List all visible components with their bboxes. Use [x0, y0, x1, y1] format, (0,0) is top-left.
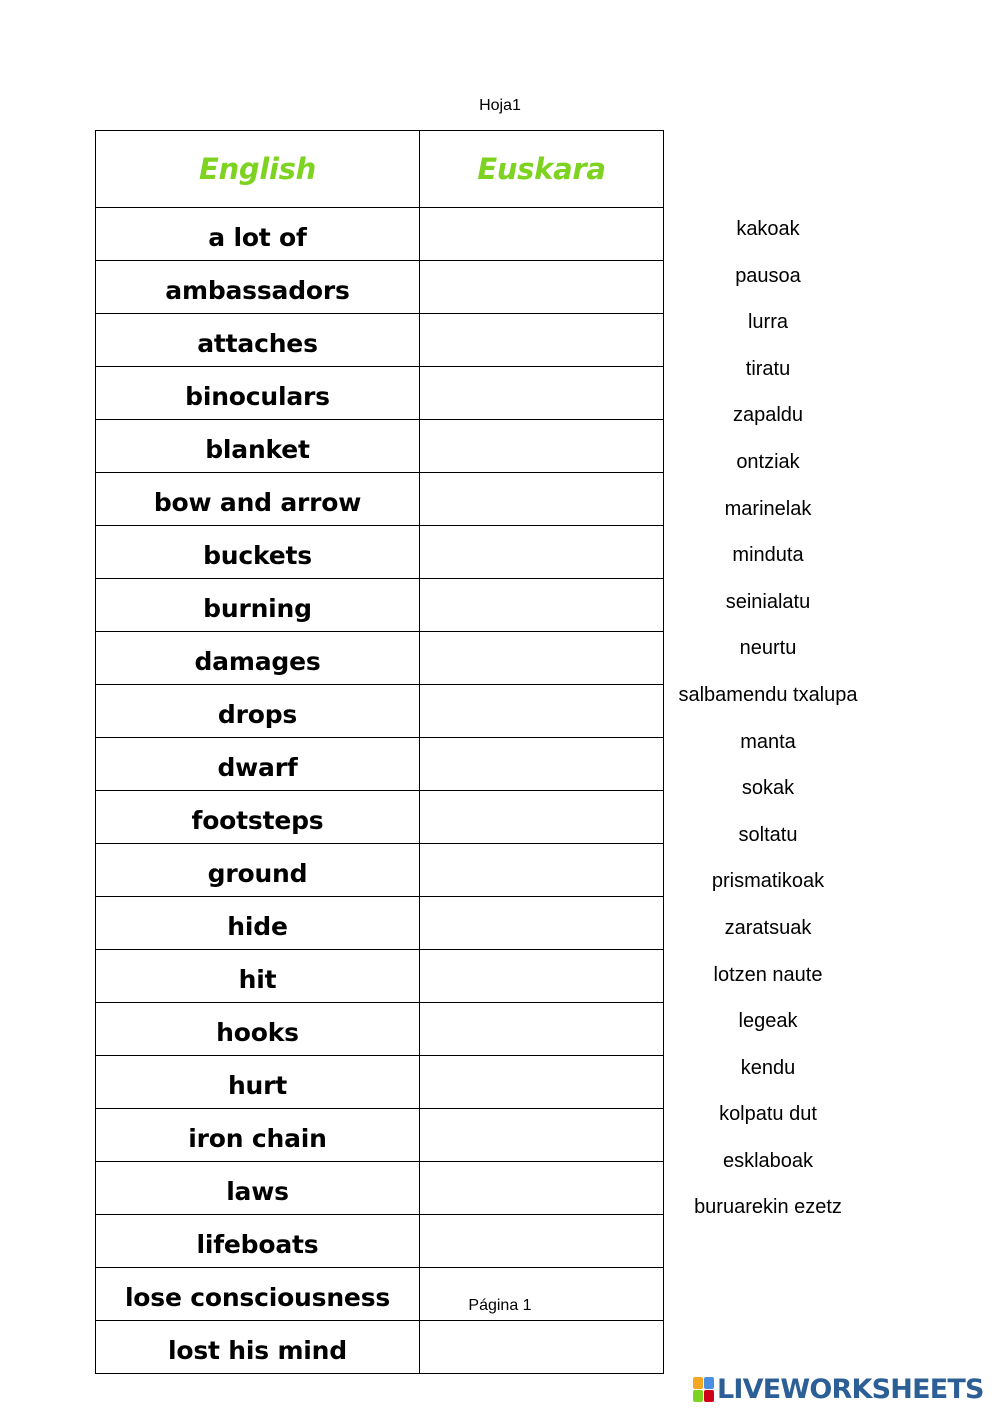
answer-drop-cell[interactable] — [420, 632, 664, 685]
table-row — [96, 1109, 664, 1162]
word-bank-item[interactable]: zapaldu — [732, 404, 804, 427]
english-word: lifeboats — [96, 1215, 420, 1268]
table-row — [96, 950, 664, 1003]
word-bank-item[interactable]: tiratu — [745, 357, 791, 380]
word-bank-item[interactable]: sokak — [741, 777, 795, 800]
answer-drop-cell[interactable] — [420, 1003, 664, 1056]
answer-drop-cell[interactable] — [420, 1321, 664, 1374]
answer-drop-cell[interactable] — [420, 261, 664, 314]
answer-drop-cell[interactable] — [420, 950, 664, 1003]
answer-drop-cell[interactable] — [420, 1215, 664, 1268]
answer-drop-cell[interactable] — [420, 473, 664, 526]
answer-drop-cell[interactable] — [420, 791, 664, 844]
table-row — [96, 1162, 664, 1215]
word-bank-item[interactable]: prismatikoak — [711, 870, 825, 893]
english-word: a lot of — [96, 208, 420, 261]
liveworksheets-logo — [693, 1374, 984, 1405]
answer-drop-cell[interactable] — [420, 1109, 664, 1162]
table-row — [96, 791, 664, 844]
answer-drop-cell[interactable] — [420, 1162, 664, 1215]
english-word: hide — [96, 897, 420, 950]
table-row — [96, 1321, 664, 1374]
page-footer: Página 1 — [468, 1297, 532, 1314]
word-bank-item[interactable]: kendu — [740, 1056, 796, 1079]
english-word: binoculars — [96, 367, 420, 420]
english-word: dwarf — [96, 738, 420, 791]
table-row — [96, 844, 664, 897]
english-word: hit — [96, 950, 420, 1003]
sheet-title: Hoja1 — [479, 97, 521, 114]
english-word: buckets — [96, 526, 420, 579]
table-row — [96, 1003, 664, 1056]
vocabulary-table — [95, 130, 664, 1374]
english-word: ambassadors — [96, 261, 420, 314]
table-row — [96, 738, 664, 791]
word-bank-item[interactable]: marinelak — [724, 497, 812, 520]
english-word: laws — [96, 1162, 420, 1215]
table-row — [96, 579, 664, 632]
english-word: iron chain — [96, 1109, 420, 1162]
word-bank-item[interactable]: lurra — [747, 311, 788, 334]
header-english: English — [96, 131, 420, 208]
answer-drop-cell[interactable] — [420, 897, 664, 950]
word-bank-item[interactable]: manta — [740, 730, 796, 753]
table-row — [96, 208, 664, 261]
table-row — [96, 473, 664, 526]
english-word: ground — [96, 844, 420, 897]
english-word: lost his mind — [96, 1321, 420, 1374]
header-euskara: Euskara — [420, 131, 664, 208]
word-bank-item[interactable]: seinialatu — [725, 590, 811, 613]
word-bank-item[interactable]: legeak — [738, 1010, 798, 1033]
table-row — [96, 685, 664, 738]
english-word: lose consciousness — [96, 1268, 420, 1321]
word-bank — [664, 207, 872, 1232]
word-bank-item[interactable]: buruarekin ezetz — [694, 1196, 842, 1219]
english-word: hooks — [96, 1003, 420, 1056]
word-bank-item[interactable]: minduta — [732, 544, 804, 567]
word-bank-item[interactable]: salbamendu txalupa — [678, 683, 858, 706]
logo-icon — [693, 1377, 715, 1403]
word-bank-item[interactable]: neurtu — [739, 637, 797, 660]
table-row — [96, 261, 664, 314]
word-bank-item[interactable]: ontziak — [736, 450, 800, 473]
answer-drop-cell[interactable] — [420, 526, 664, 579]
word-bank-item[interactable]: zaratsuak — [724, 916, 812, 939]
answer-drop-cell[interactable] — [420, 738, 664, 791]
answer-drop-cell[interactable] — [420, 1056, 664, 1109]
answer-drop-cell[interactable] — [420, 314, 664, 367]
word-bank-item[interactable]: soltatu — [738, 823, 798, 846]
word-bank-item[interactable]: lotzen naute — [713, 963, 823, 986]
word-bank-item[interactable]: kolpatu dut — [719, 1103, 817, 1126]
table-row — [96, 897, 664, 950]
answer-drop-cell[interactable] — [420, 579, 664, 632]
table-row — [96, 526, 664, 579]
table-row — [96, 420, 664, 473]
table-row — [96, 1056, 664, 1109]
table-row — [96, 632, 664, 685]
table-row — [96, 1215, 664, 1268]
english-word: blanket — [96, 420, 420, 473]
word-bank-item[interactable]: esklaboak — [722, 1149, 814, 1172]
logo-text: LIVEWORKSHEETS — [717, 1374, 984, 1405]
answer-drop-cell[interactable] — [420, 367, 664, 420]
english-word: damages — [96, 632, 420, 685]
english-word: drops — [96, 685, 420, 738]
answer-drop-cell[interactable] — [420, 685, 664, 738]
table-row — [96, 314, 664, 367]
answer-drop-cell[interactable] — [420, 844, 664, 897]
english-word: attaches — [96, 314, 420, 367]
word-bank-item[interactable]: kakoak — [736, 218, 800, 240]
english-word: footsteps — [96, 791, 420, 844]
english-word: bow and arrow — [96, 473, 420, 526]
answer-drop-cell[interactable] — [420, 420, 664, 473]
table-header-row — [96, 131, 664, 208]
word-bank-item[interactable]: pausoa — [735, 264, 801, 287]
answer-drop-cell[interactable] — [420, 208, 664, 261]
english-word: hurt — [96, 1056, 420, 1109]
english-word: burning — [96, 579, 420, 632]
table-row — [96, 367, 664, 420]
